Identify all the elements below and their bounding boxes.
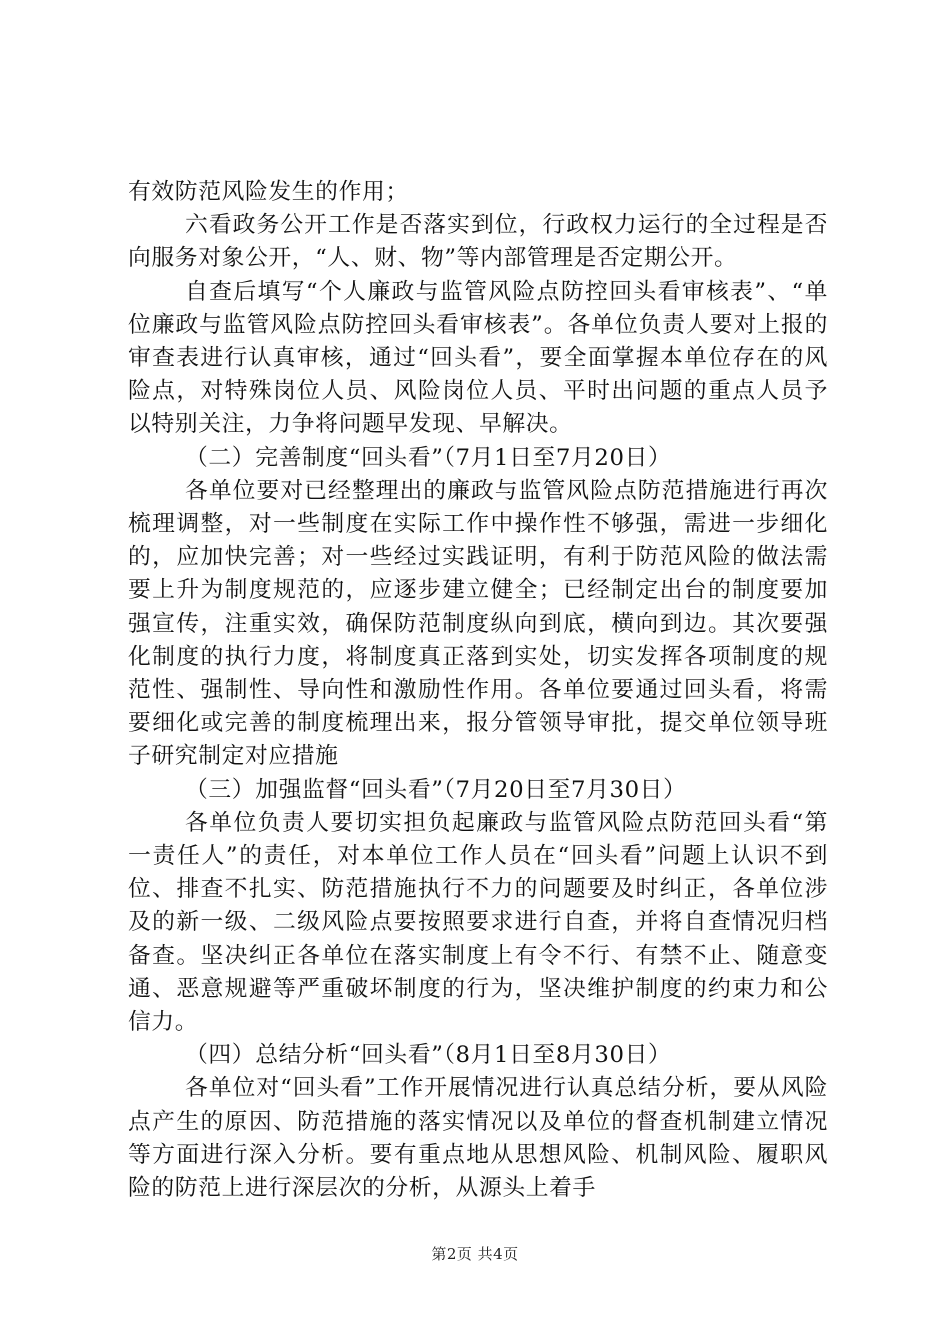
paragraph-supervision: 各单位负责人要切实担负起廉政与监管风险点防范回头看“第一责任人”的责任，对本单位工作人员在“回头看”问题上认识不到位、排查不扎实、防范措施执行不力的问题要及时纠正，各单位涉及的新一级、二级风险点要按照要求进行自查，并将自查情况归档备查。坚决纠正各单位在落实制度上有令不行、有禁不止、随意变通、恶意规避等严重破坏制度的行为，坚决维护制度的约束力和公信力。	[128, 809, 828, 1036]
page-number-label: 第2页 共4页	[431, 1245, 519, 1263]
section-heading-3: （三）加强监督“回头看”（7月20日至7月30日）	[185, 776, 687, 803]
paragraph-self-check: 自查后填写“个人廉政与监管风险点防控回头看审核表”、“单位廉政与监管风险点防控回头看审核表”。各单位负责人要对上报的审查表进行认真审核，通过“回头看”，要全面掌握本单位存在的风险点，对特殊岗位人员、风险岗位人员、平时出问题的重点人员予以特别关注，力争将问题早发现、早解决。	[128, 278, 828, 438]
section-heading-4: （四）总结分析“回头看”（8月1日至8月30日）	[185, 1042, 672, 1069]
paragraph-item-six: 六看政务公开工作是否落实到位，行政权力运行的全过程是否向服务对象公开，“人、财、物”等内部管理是否定期公开。	[128, 212, 828, 272]
section-heading-2: （二）完善制度“回头看”（7月1日至7月20日）	[185, 444, 672, 471]
document-body	[128, 176, 828, 1205]
paragraph-improve-system: 各单位要对已经整理出的廉政与监管风险点防范措施进行再次梳理调整，对一些制度在实际工作中操作性不够强，需进一步细化的，应加快完善；对一些经过实践证明，有利于防范风险的做法需要上升为制度规范的，应逐步建立健全；已经制定出台的制度要加强宣传，注重实效，确保防范制度纵向到底，横向到边。其次要强化制度的执行力度，将制度真正落到实处，切实发挥各项制度的规范性、强制性、导向性和激励性作用。各单位要通过回头看，将需要细化或完善的制度梳理出来，报分管领导审批，提交单位领导班子研究制定对应措施	[128, 477, 828, 770]
page-footer	[0, 1244, 950, 1264]
paragraph-summary: 各单位对“回头看”工作开展情况进行认真总结分析，要从风险点产生的原因、防范措施的落实情况以及单位的督查机制建立情况等方面进行深入分析。要有重点地从思想风险、机制风险、履职风险的防范上进行深层次的分析，从源头上着手	[128, 1075, 828, 1202]
paragraph-continuation: 有效防范风险发生的作用；	[128, 179, 409, 205]
